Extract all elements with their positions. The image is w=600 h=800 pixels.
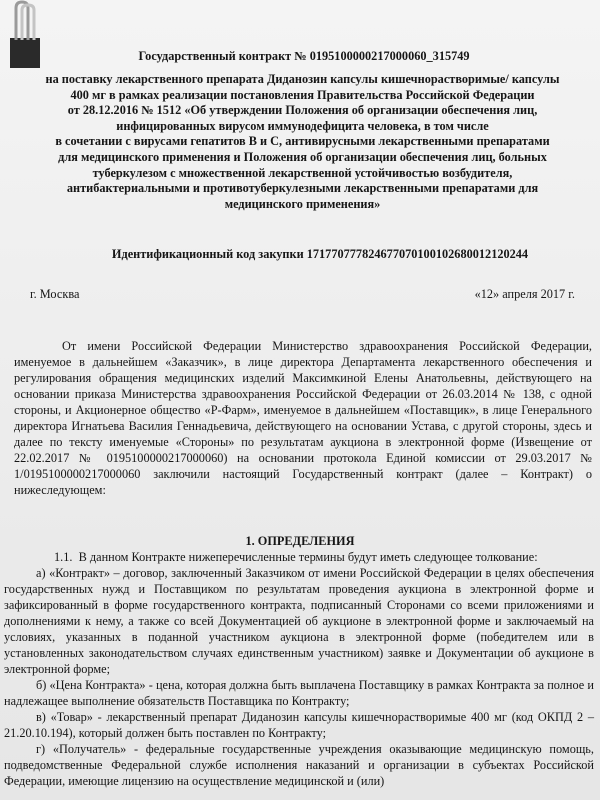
subject-line: инфицированных вирусом иммунодефицита человека, в том числе — [116, 118, 489, 133]
definition-item: г) «Получатель» - федеральные государственные учреждения оказывающие медицинскую помощь, подведомственные Федеральной службе исполнения наказаний и организации в субъектах Российской Федерации, имеющие лицензию на осуществление медицинской и (или) — [4, 742, 594, 788]
definition-intro: 1.1. В данном Контракте нижеперечисленные термины будут иметь следующее толкование: — [54, 550, 538, 564]
subject-line: в сочетании с вирусами гепатитов В и С, антивирусными лекарственными препаратами — [55, 134, 550, 149]
subject-line: туберкулезом с множественной лекарственной устойчивостью возбудителя, — [92, 165, 513, 180]
procurement-id-code: Идентификационный код закупки 171770777824677070100102680012120244 — [111, 247, 529, 261]
subject-line: от 28.12.2016 № 1512 «Об утверждении Положения об организации обеспечения лиц, — [67, 103, 538, 118]
place-date-line — [30, 286, 575, 302]
subject-line: для медицинского применения и Положения об организации обеспечения лиц, больных — [58, 149, 547, 164]
definition-item: а) «Контракт» – договор, заключенный Заказчиком от имени Российской Федерации в целях обеспечения государственных нужд и Поставщиком по результатам проведения аукциона в электронной форме и зафиксированный в форме государственного контракта, подписанный Сторонами со всеми приложениями и дополнениями к нему, а также со всей Документацией об аукционе в электронной форме и заключаемый на условиях, указанных в поданной участником аукциона в электронной форме (победителем или в установленных законодательством случаях единственным участником) заявке и Документации об аукционе в электронной форме; — [4, 566, 594, 676]
definitions-list — [4, 549, 594, 789]
definition-item: б) «Цена Контракта» - цена, которая должна быть выплачена Поставщику в рамках Контракта за полное и надлежащее выполнение обязательств Поставщика по Контракту; — [4, 678, 594, 708]
contract-title: Государственный контракт № 0195100000217000060_315749 — [138, 49, 470, 63]
preamble-paragraph: От имени Российской Федерации Министерство здравоохранения Российской Федерации, именуемое в дальнейшем «Заказчик», в лице директора Департамента лекарственного обеспечения и регулирования обращения медицинских изделий Максимкиной Елены Анатольевны, действующего на основании приказа Министерства здравоохранения Российской Федерации от 26.03.2014 № 138, с одной стороны, и Акционерное общество «Р-Фарм», именуемое в дальнейшем «Поставщик», в лице Генерального директора Игнатьева Василия Геннадьевича, действующего на основании Устава, с другой стороны, здесь и далее по тексту именуемые «Стороны» по результатам аукциона в электронной форме (Извещение от 22.02.2017 № 0195100000217000060) на основании протокола Единой комиссии от 29.03.2017 № 1/0195100000217000060 заключили настоящий Государственный контракт (далее – Контракт) о нижеследующем: — [14, 339, 592, 497]
section-heading: 1. ОПРЕДЕЛЕНИЯ — [245, 534, 355, 548]
subject-line: на поставку лекарственного препарата Диданозин капсулы кишечнорастворимые/ капсулы — [45, 72, 560, 86]
contract-subject — [30, 72, 575, 212]
contract-date: «12» апреля 2017 г. — [474, 287, 575, 301]
definition-item: в) «Товар» - лекарственный препарат Диданозин капсулы кишечнорастворимые 400 мг (код ОКПД 2 – 21.20.10.194), который должен быть поставлен по Контракту; — [4, 710, 594, 740]
subject-line: медицинского применения» — [224, 196, 381, 211]
subject-line: 400 мг в рамках реализации постановления Правительства Российской Федерации — [70, 87, 535, 102]
contract-place: г. Москва — [30, 287, 80, 301]
subject-line: антибактериальными и противотуберкулезными лекарственными препаратами для — [66, 181, 539, 196]
